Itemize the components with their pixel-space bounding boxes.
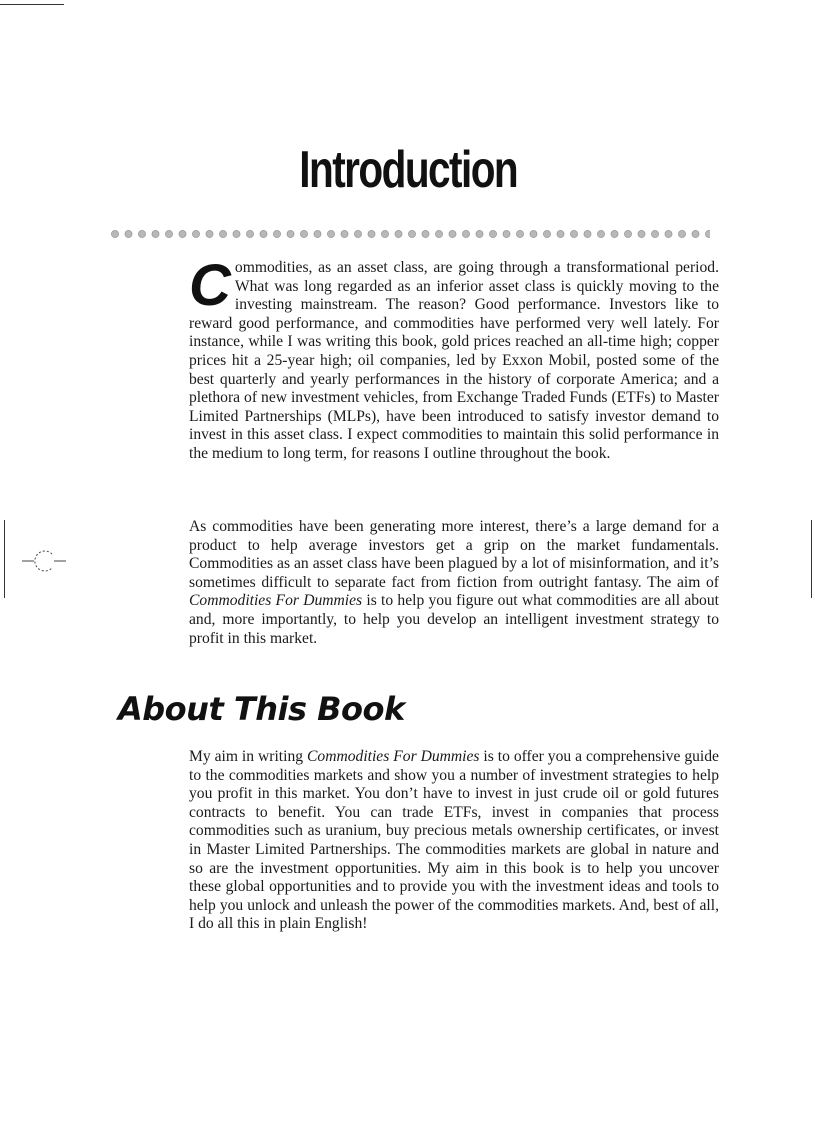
intro-paragraph-1-text: ommodities, as an asset class, are going through a transformational period. What was long regarded as an inferior asset class is quickly moving to the investing mainstream. The reason? Good performance. Investors like to reward good performance, and commodities have performed very well lately. For instance, while I was writing this book, gold prices reached an all-time high; copper prices hit a 25-year high; oil companies, led by Exxon Mobil, posted some of the best quarterly and yearly performances in the history of corporate America; and a plethora of new investment vehicles, from Exchange Traded Funds (ETFs) to Master Limited Partnerships (MLPs), have been introduced to satisfy investor demand to invest in this asset class. I expect commodities to maintain this solid performance in the medium to long term, for reasons I outline throughout the book.	[189, 259, 719, 462]
about-paragraph-text-a: My aim in writing	[189, 748, 307, 765]
about-paragraph-text-b: is to offer you a comprehensive guide to the commodities markets and show you a number of investment strategies to help you profit in this market. You don’t have to invest in just crude oil or gold futures contracts to benefit. You can trade ETFs, invest in companies that process commodities such as uranium, buy precious metals ownership certificates, or invest in Master Limited Partnerships. The commodities markets are global in nature and so are the investment opportunities. My aim in this book is to help you uncover these global opportunities and to provide you with the investment ideas and tools to help you unlock and unleash the power of the commodities markets. And, best of all, I do all this in plain English!	[189, 748, 719, 933]
dotted-divider	[110, 228, 710, 240]
crop-mark-top	[0, 4, 64, 5]
chapter-title: Introduction	[299, 141, 518, 199]
intro-paragraph-2-text-b: is to help you figure out what commodities are all about and, more importantly, to help you develop an intelligent investment strategy to profit in this market.	[189, 592, 719, 647]
intro-paragraph-2	[189, 518, 719, 648]
intro-paragraph-1	[189, 253, 719, 464]
book-title-italic: Commodities For Dummies	[189, 592, 363, 610]
crop-mark-left	[4, 520, 5, 598]
registration-mark-icon	[22, 546, 66, 576]
section-heading-about: About This Book	[118, 690, 405, 728]
intro-paragraph-2-text-a: As commodities have been generating more interest, there’s a large demand for a product to help average investors get a grip on the market fundamentals. Commodities as an asset class have been plagued by a lot of misinformation, and it’s sometimes difficult to separate fact from fiction from outright fantasy. The aim of	[189, 518, 719, 591]
book-title-italic: Commodities For Dummies	[307, 748, 480, 765]
crop-mark-right	[811, 520, 812, 598]
about-paragraph	[189, 748, 719, 934]
drop-cap: C	[189, 253, 231, 318]
